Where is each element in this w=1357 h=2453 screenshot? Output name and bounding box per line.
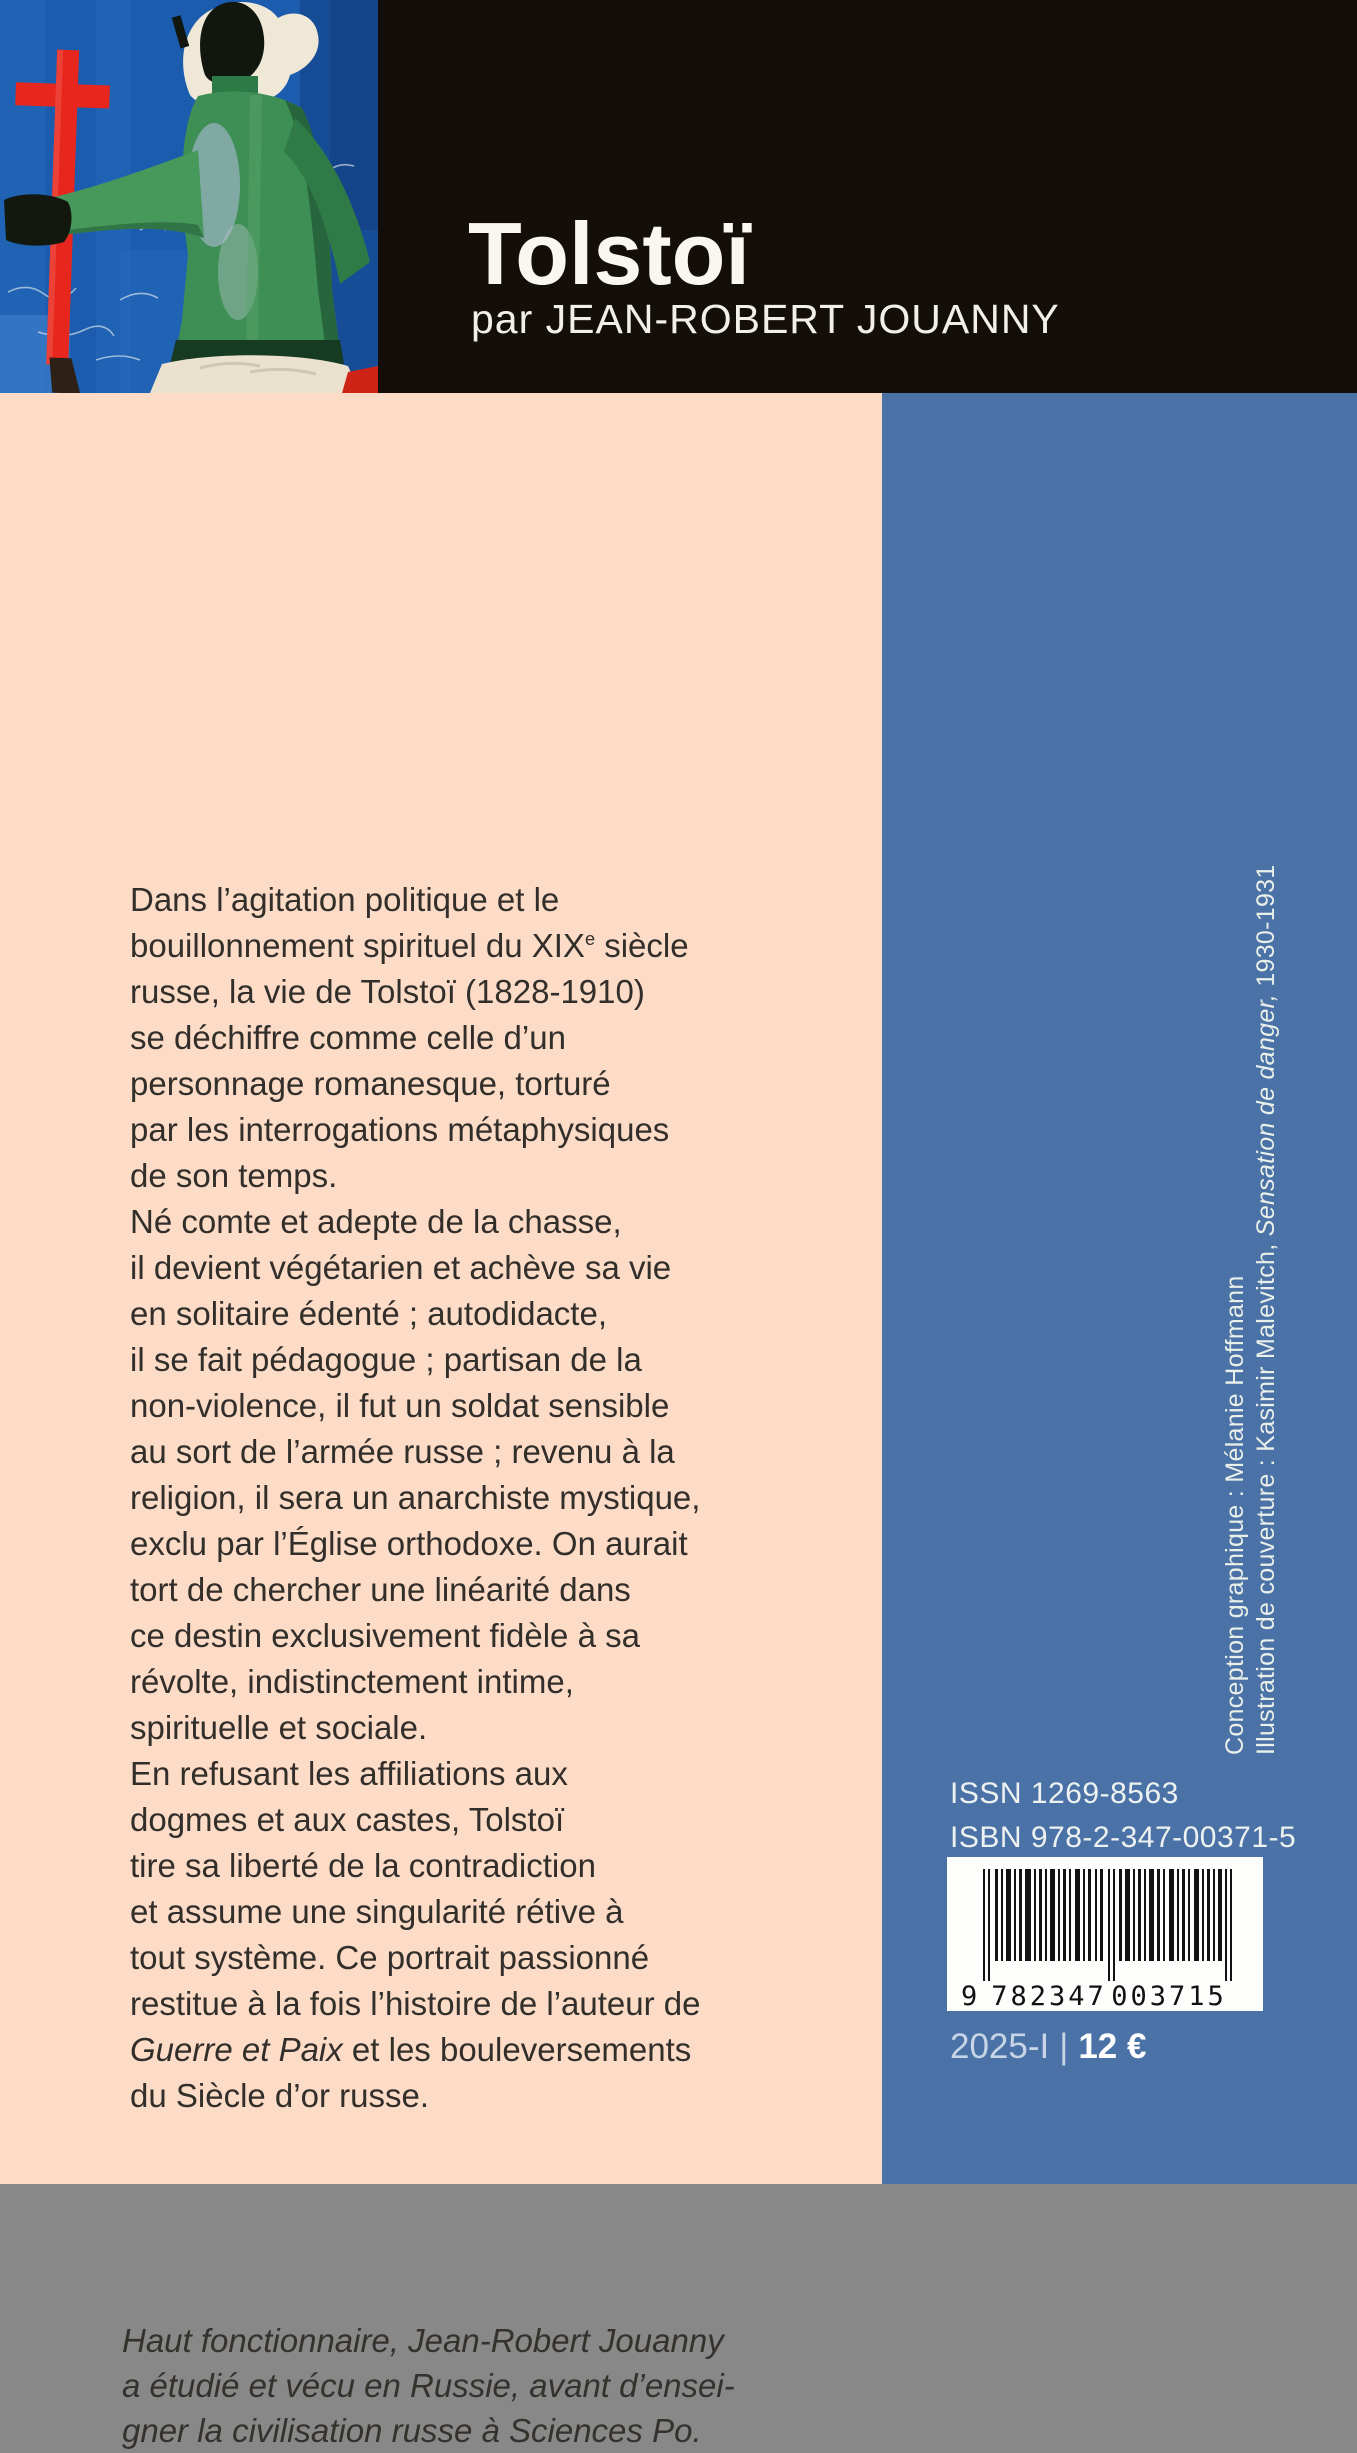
synopsis-line: il devient végétarien et achève sa vie <box>130 1249 672 1286</box>
synopsis-line: au sort de l’armée russe ; revenu à la <box>130 1433 675 1470</box>
synopsis-line: dogmes et aux castes, Tolstoï <box>130 1801 565 1838</box>
synopsis-panel <box>0 393 882 2449</box>
codes-block <box>950 1772 1296 1860</box>
synopsis-line: par les interrogations métaphysiques <box>130 1111 670 1148</box>
book-author: par JEAN-ROBERT JOUANNY <box>471 296 1060 342</box>
isbn-line: ISBN 978-2-347-00371-5 <box>950 1821 1297 1854</box>
cover-painting-malevitch <box>0 0 378 393</box>
synopsis-text <box>130 877 870 2119</box>
issn-line: ISSN 1269-8563 <box>950 1777 1179 1810</box>
synopsis-line: du Siècle d’or russe. <box>130 2077 429 2114</box>
synopsis-line: et assume une singularité rétive à <box>130 1893 624 1930</box>
synopsis-line: russe, la vie de Tolstoï (1828-1910) <box>130 973 645 1010</box>
barcode-digits-group1: 782347 <box>991 1981 1107 2012</box>
synopsis-line: personnage romanesque, torturé <box>130 1065 611 1102</box>
author-bio: Haut fonctionnaire, Jean-Robert Jouanny a étudié et vécu en Russie, avant d’ensei- gner la civilisation russe à Sciences Po. <box>122 2322 735 2449</box>
synopsis-line: de son temps. <box>130 1157 338 1194</box>
book-title: Tolstoï <box>468 204 750 303</box>
barcode-bars <box>947 1857 1263 2011</box>
header-band <box>0 0 1357 393</box>
synopsis-line: bouillonnement spirituel du XIXe siècle <box>130 927 689 964</box>
barcode-digits-group2: 003715 <box>1111 1981 1227 2012</box>
credits-vertical <box>1220 855 1304 1755</box>
credit-graphic-design <box>1220 855 1251 1755</box>
barcode <box>947 1857 1263 2011</box>
credit-line2-suffix: 1930-1931 <box>1252 864 1280 994</box>
synopsis-line: révolte, indistinctement intime, <box>130 1663 574 1700</box>
synopsis-line: ce destin exclusivement fidèle à sa <box>130 1617 640 1654</box>
synopsis-line: se déchiffre comme celle d’un <box>130 1019 566 1056</box>
synopsis-line: tort de chercher une linéarité dans <box>130 1571 631 1608</box>
synopsis-line: Guerre et Paix et les bouleversements <box>130 2031 692 2068</box>
barcode-digit-left: 9 <box>961 1981 978 2012</box>
synopsis-line: il se fait pédagogue ; partisan de la <box>130 1341 642 1378</box>
synopsis-line: tire sa liberté de la contradiction <box>130 1847 596 1884</box>
synopsis-line: religion, il sera un anarchiste mystique, <box>130 1479 701 1516</box>
credit-line1-text: Conception graphique : Mélanie Hoffmann <box>1221 1275 1249 1755</box>
edition-label: 2025-I <box>950 2027 1050 2066</box>
synopsis-line: en solitaire édenté ; autodidacte, <box>130 1295 608 1332</box>
synopsis-line: non-violence, il fut un soldat sensible <box>130 1387 670 1424</box>
credit-line2-artwork-title: Sensation de danger, <box>1252 993 1280 1237</box>
edition-price-line <box>950 2026 1146 2068</box>
synopsis-line: Dans l’agitation politique et le <box>130 881 560 918</box>
synopsis-line: restitue à la fois l’histoire de l’auteur de <box>130 1985 701 2022</box>
synopsis-line: tout système. Ce portrait passionné <box>130 1939 650 1976</box>
synopsis-line: En refusant les affiliations aux <box>130 1755 568 1792</box>
price-separator: | <box>1059 2027 1069 2066</box>
synopsis-line: exclu par l’Église orthodoxe. On aurait <box>130 1525 688 1562</box>
credit-line2-prefix: Illustration de couverture : Kasimir Malevitch, <box>1252 1236 1280 1755</box>
synopsis-line: spirituelle et sociale. <box>130 1709 428 1746</box>
synopsis-line: Né comte et adepte de la chasse, <box>130 1203 622 1240</box>
credit-cover-illustration <box>1251 855 1282 1755</box>
price-value: 12 € <box>1078 2027 1147 2066</box>
